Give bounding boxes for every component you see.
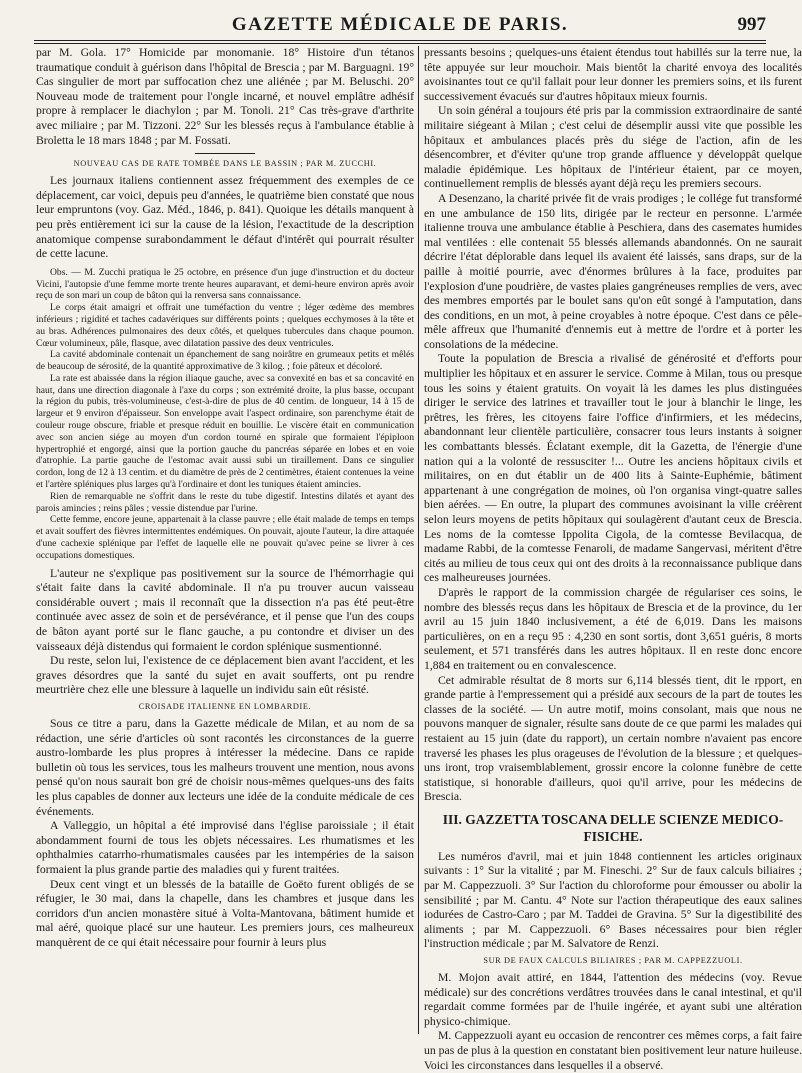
article-heading-croisade: CROISADE ITALIENNE EN LOMBARDIE. — [138, 701, 312, 711]
body-paragraph: Les journaux italiens contiennent assez fréquemment des exemples de ce déplacement, car voici, depuis peu d'années, le quatrième bien constaté que nous leur empruntons (voy. Gaz. Méd., 1846, p. 841). Quoique les détails manquent à peu près entièrement ici sur la cause de la lésion, l'exactitude de la description anatomique compense surabondamment le défaut d'intérêt qui pourrait résulter de cette lacune. — [36, 174, 414, 261]
body-paragraph-continued: pressants besoins ; quelques-uns étaient étendus tout habillés sur la terre nue, la tête appuyée sur leur mouchoir. Mais bientôt la charité envoya des localités avoisinantes tout ce qu'il fallait pour leur donner les premiers soins, et ils furent successivement évacués sur d'autres hôpitaux mieux fournis. — [424, 46, 802, 103]
observation-paragraph: Rien de remarquable ne s'offrit dans le reste du tube digestif. Intestins dilatés et ayant des parois amincies ; reins pâles ; vessie distendue par l'urine. — [36, 490, 414, 514]
observation-paragraph: Obs. — M. Zucchi pratiqua le 25 octobre, en présence d'un juge d'instruction et du docteur Vicini, l'autopsie d'une femme morte trente heures auparavant, et demi-heure environ après avoir reçu de son mari un coup de bâton qui la renversa sans connaissance. — [36, 266, 414, 302]
body-paragraph: Toute la population de Brescia a rivalisé de générosité et d'efforts pour multiplier les hôpitaux et en assurer le service. Comme à Milan, tous ou presque tous les soins y étaient gratuits. On voyait là les dames les plus distinguées diriger le service des latrines et travailler tout le jour à blanchir le linge, les prêtres, les frères, les citoyens faire l'office d'infirmiers, et les médecins, abandonnant leur clientèle particulière, consacrer tous leurs instants à soigner les combattants blessés. Éclatant exemple, dit la Gazetta, de l'énergie d'une nation qui a la volonté de ressusciter !... Outre les anciens hôpitaux civils et militaires, on en dut établir un de 400 lits à Sainte-Euphémie, bâtiment appartenant à une congrégation de moines, où l'on organisa vingt-quatre salles bien aérées. — En outre, la plupart des communes avoisinant la ville créèrent selon leurs moyens de petits hôpitaux qui soulagèrent d'autant ceux de Brescia. Les noms de la comtesse Ippolita Cigola, de la comtesse Bevilacqua, de madame Rabbi, de la comtesse Fenaroli, de madame Sangervasi, méritent d'être cités au milieu de tous ceux qui ont des droits à la reconnaissance publique dans ces malheureuses journées. — [424, 352, 802, 585]
section-heading-gazzetta-toscana: III. GAZZETTA TOSCANA DELLE SCIENZE MEDICO-FISICHE. — [442, 811, 784, 844]
page-header — [34, 10, 766, 40]
article-heading-rate: NOUVEAU CAS DE RATE TOMBÉE DANS LE BASSIN ; PAR M. ZUCCHI. — [73, 159, 377, 169]
body-paragraph: D'après le rapport de la commission chargée de régulariser ces soins, le nombre des blessés reçus dans les hôpitaux de Brescia et de la province, du 1er avril au 15 juin 1840 inclusivement, a été de 6,019. Dans les maisons particulières, on en a reçu 95 : 4,230 en sont sortis, dont 3,651 guéris, 8 morts seulement, et 571 transférés dans les autres hôpitaux. Il en reste donc encore 1,884 en traitement ou en convalescence. — [424, 585, 802, 672]
body-paragraph: Cet admirable résultat de 8 morts sur 6,114 blessés tient, dit le rpport, en grande partie à l'empressement qui a présidé aux secours de la part de toutes les classes de la société. — Un autre motif, moins consolant, mais que nous ne pouvons manquer de signaler, résulte sans doute de ce que parmi les malades qui restaient au 15 juin (date du rapport), un certain nombre n'avaient pas encore traversé les phases les plus orageuses de l'évolution de la blessure ; et quelques-uns iront, trop vraisemblablement, grossir encore la colonne funèbre de cette statistique, si honorable d'ailleurs, quoi qu'il arrive, pour les médecins de Brescia. — [424, 673, 802, 804]
observation-paragraph: La cavité abdominale contenait un épanchement de sang noirâtre en grumeaux petits et mêlés de beaucoup de sérosité, de la quantité approximative de 3 kilog. ; foie pâteux et décoloré. — [36, 349, 414, 373]
article-list-continued: par M. Gola. 17° Homicide par monomanie. 18° Histoire d'un tétanos traumatique conduit à guérison dans l'hôpital de Brescia ; par M. Barguagni. 19° Cas singulier de mort par suffocation chez une aliénée ; par M. Beluschi. 20° Nouveau mode de traitement pour l'ongle incarné, et nouvel emplâtre adhésif propre à remplacer le diachylon ; par M. Tonoli. 21° Cas très-grave d'arthrite avec miliaire ; par M. Tizzoni. 22° Sur les blessés reçus à l'ambulance établie à Broletta le 18 mars 1848 ; par M. Fossati. — [36, 46, 414, 147]
body-paragraph: Les numéros d'avril, mai et juin 1848 contiennent les articles originaux suivants : 1° Sur la vitalité ; par M. Fineschi. 2° Sur de faux calculs biliaires ; par M. Cappezzuoli. 3° Sur l'action du chloroforme pour émousser ou abolir la sensibilité ; par M. Cantu. 4° Note sur l'action thérapeutique des eaux salines iodurées de Castro-Caro ; par M. Taddei de Gravina. 5° Sur la digestibilité des aliments ; par M. Cappezzuoli. 6° Bases nécessaires pour bien régler l'instruction médicale ; par M. Salvatore de Renzi. — [424, 849, 802, 951]
column-divider — [418, 46, 419, 1034]
left-column — [36, 46, 414, 1038]
body-paragraph: Du reste, selon lui, l'existence de ce déplacement bien avant l'accident, et les graves désordres que la santé du sujet en avait soufferts, ont pu rendre meurtrière chez elle une blessure à laquelle un individu sain eût résisté. — [36, 654, 414, 697]
body-paragraph: A Valleggio, un hôpital a été improvisé dans l'église paroissiale ; il était abondamment fourni de tous les objets nécessaires. Les rhumatismes et les ophthalmies catarrho-rhumatismales causées par les intempéries de la saison formaient la plus grande partie des maladies qui y furent traitées. — [36, 819, 414, 876]
separator-rule — [195, 153, 255, 154]
body-paragraph: L'auteur ne s'explique pas positivement sur la source de l'hémorrhagie qui s'était faite dans la cavité abdominale. Il n'a pu trouver aucun vaisseau considérable ouvert ; mais il reconnaît que la dissection n'a pas été peut-être continuée avec assez de soin et de persévérance, et il pense que l'un des coups de bâton ayant porté sur le flanc gauche, a pu contondre et diviser un des vaisseaux déjà distendus qui formaient le cordon splénique susmentionné. — [36, 566, 414, 653]
article-heading-faux-calculs: SUR DE FAUX CALCULS BILIAIRES ; PAR M. CAPPEZZUOLI. — [483, 956, 743, 966]
journal-title: GAZETTE MÉDICALE DE PARIS. — [231, 14, 569, 35]
body-paragraph: Sous ce titre a paru, dans la Gazette médicale de Milan, et au nom de sa rédaction, une série d'articles où sont racontés les circonstances de la guerre austro-lombarde les plus propres à intéresser la médecine. Dans ce rapide bulletin où tous les services, tous les malheurs trouvent une mention, nous avons pensé qu'on nous saurait bon gré de choisir nous-mêmes quelques-uns des faits les plus capables de donner aux lecteurs une idée de la conduite médicale de ces événements. — [36, 716, 414, 818]
body-paragraph: Un soin général a toujours été pris par la commission extraordinaire de santé militaire siégeant à Milan ; c'est celui de désemplir aussi vite que possible les hôpitaux et ambulances placés près du siége de l'action, afin de les désencombrer, et d'éviter qu'une trop grande affluence y développât quelque maladie épidémique. Les hôpitaux de l'intérieur étaient, par ce moyen, continuellement remplis de blessés ayant déjà reçu les premiers secours. — [424, 104, 802, 191]
header-rule-bottom — [34, 43, 766, 44]
right-column — [424, 46, 802, 1072]
observation-paragraph: Le corps était amaigri et offrait une tuméfaction du ventre ; léger œdème des membres inférieurs ; rigidité et taches cadavériques sur différents points ; quelques ecchymoses à la tête et au bras. Adhérences pulmonaires des deux côtés, et quelques tubercules dans chaque poumon. Cœur volumineux, pâle, flasque, avec dilatation passive des deux ventricules. — [36, 302, 414, 349]
observation-paragraph: Cette femme, encore jeune, appartenait à la classe pauvre ; elle était malade de temps en temps et avait souffert des fièvres intermittentes endémiques. On pouvait, ajoute l'auteur, la dire attaquée d'une cachexie splénique par l'effet de laquelle elle ne pouvait qu'avec peine se livrer à ces occupations domestiques. — [36, 514, 414, 561]
page-number: 997 — [737, 14, 766, 35]
header-rule-top — [34, 40, 766, 41]
body-paragraph: M. Mojon avait attiré, en 1844, l'attention des médecins (voy. Revue médicale) sur des concrétions verdâtres trouvées dans le canal intestinal, et qu'il regardait comme formées par de l'huile ingérée, et ayant subi une altération physico-chimique. — [424, 971, 802, 1028]
body-paragraph: Deux cent vingt et un blessés de la bataille de Goëto furent obligés de se réfugier, le 30 mai, dans la chapelle, dans les chambres et jusque dans les corridors d'un ancien monastère situé à Volta-Mantovana, bâtiment humide et mal aéré, quoique placé sur une hauteur. Les premiers jours, ces malheureux manquèrent de ce qui était nécessaire pour fournir à leurs plus — [36, 877, 414, 949]
body-paragraph: M. Cappezzuoli ayant eu occasion de rencontrer ces mêmes corps, a fait faire un pas de plus à la question en constatant bien positivement leur nature huileuse. Voici les circonstances dans lesquelles il a observé. — [424, 1029, 802, 1072]
body-paragraph: A Desenzano, la charité privée fit de vrais prodiges ; le collége fut transformé en une ambulance de 150 lits, dirigée par le recteur en personne. L'armée italienne trouva une ambulance établie à Peschiera, dans des casemates humides mal ventilées : elle contenait 55 blessés allemands abandonnés. On ne saurait décrire l'état déplorable dans lequel ils avaient été laissés, sans draps, sur de la paille à moitié pourrie, avec d'énormes brûlures à la face, produites par l'explosion d'une poudrière, de vastes plaies gangréneuses remplies de vers, avec des membres emportés par le boulet sans qu'on eût songé à l'amputation, dans des conditions, en un mot, à peine croyables à notre époque. C'est dans ce pêle-mêle affreux que l'humanité d'ennemis eut à mettre de l'ordre et à porter les consolations de la médecine. — [424, 191, 802, 351]
observation-paragraph: La rate est abaissée dans la région iliaque gauche, avec sa convexité en bas et sa concavité en haut, dans une direction diagonale à l'axe du corps ; son extrémité droite, la plus basse, occupant la région du pubis, très-volumineuse, c'est-à-dire de plus de 40 centim. de longueur, 14 à 15 de largeur et 9 environ d'épaisseur. Son enveloppe avait l'aspect ordinaire, son parenchyme était de couleur rouge obscure, friable et presque réduit en bouillie. Le viscère était en communication avec son ancien siége au moyen d'un cordon tourné en spirale que formaient l'épiploon hypertrophié et engorgé, ainsi que la portion gauche du pancréas séparée en lobes et en voie d'atrophie. La partie gauche de l'estomac avait aussi subi un tiraillement. Dans ce singulier cordon, long de 12 à 13 centim. et du diamètre de près de 2 centimètres, étaient contenues la veine et l'artère spléniques plus larges qu'à l'ordinaire et dont les tuniques étaient amincies. — [36, 372, 414, 491]
